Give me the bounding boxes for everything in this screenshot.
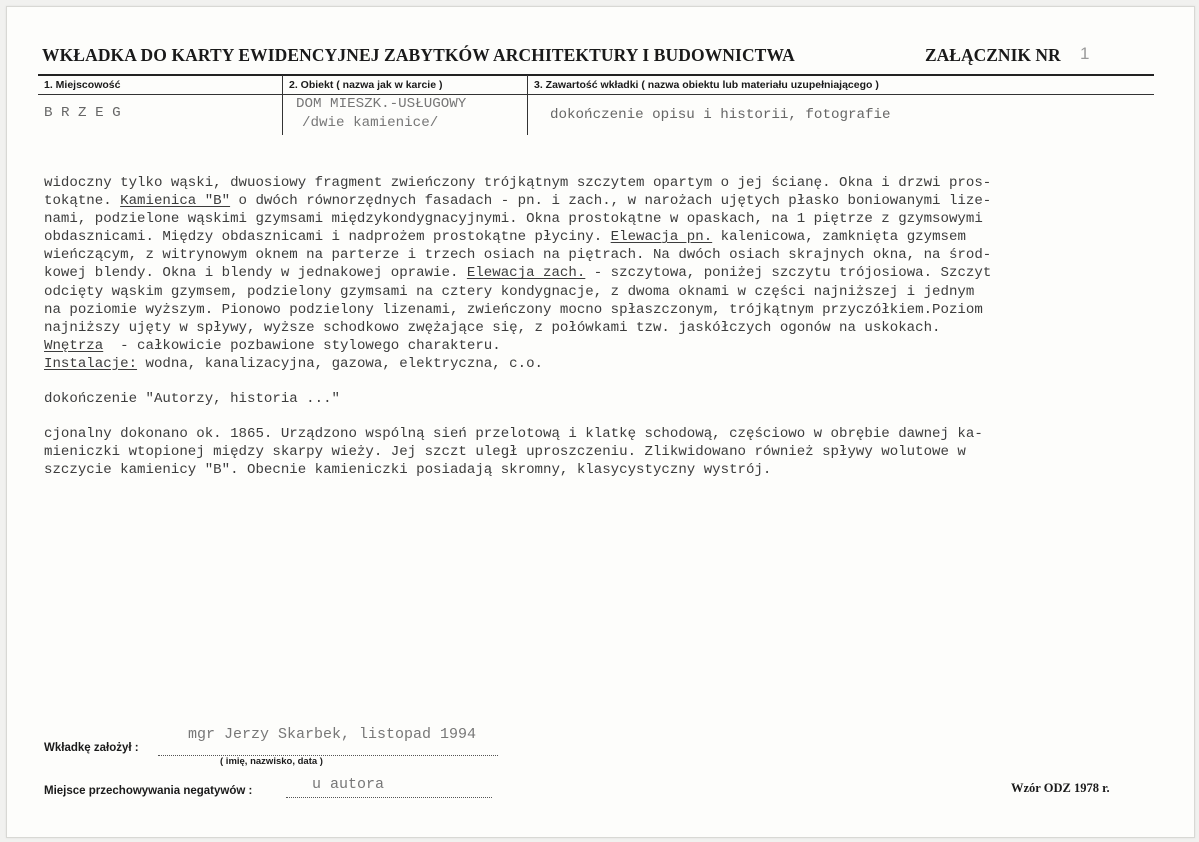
column-divider [282, 75, 283, 135]
filled-by-value: mgr Jerzy Skarbek, listopad 1994 [188, 726, 477, 743]
text-line: odcięty wąskim gzymsem, podzielony gzymsami na cztery kondygnacje, z dwoma oknami w części najniższej i jednym [44, 283, 975, 300]
filled-by-label: Wkładkę założył : [44, 742, 139, 754]
text-line: wieńczącym, z witrynowym oknem na parterze i trzech osiach na piętrach. Na dwóch osiach skrajnych okna, na środ- [44, 247, 992, 264]
header-rule [38, 74, 1154, 76]
card-title: WKŁADKA DO KARTY EWIDENCYJNEJ ZABYTKÓW ARCHITEKTURY I BUDOWNICTWA [42, 45, 795, 65]
place-label: 1. Miejscowość [44, 79, 121, 91]
negatives-value: u autora [312, 776, 385, 793]
text-line: kowej blendy. Okna i blendy w jednakowej oprawie. Elewacja zach. - szczytowa, poniżej szczytu trójosiowa. Szczyt [44, 265, 992, 282]
label-rule [38, 94, 1154, 95]
filled-by-line [158, 755, 498, 756]
text-line: Instalacje: wodna, kanalizacyjna, gazowa, elektryczna, c.o. [44, 355, 544, 372]
text-line: szczycie kamienicy "B". Obecnie kamieniczki posiadają skromny, klasycystyczny wystrój. [44, 462, 772, 479]
underlined-heading: Elewacja zach. [466, 265, 586, 282]
content-label: 3. Zawartość wkładki ( nazwa obiektu lub materiału uzupełniającego ) [534, 79, 879, 91]
text-line: mieniczki wtopionej między skarpy wieży. Jej szczt uległ uproszczeniu. Zlikwidowano również spływy wolutowe w [44, 444, 966, 461]
place-value: B R Z E G [44, 105, 121, 121]
template-note: Wzór ODZ 1978 r. [1011, 781, 1110, 795]
annex-number: 1 [1080, 44, 1090, 63]
underlined-heading: Elewacja pn. [610, 229, 713, 246]
negatives-label: Miejsce przechowywania negatywów : [44, 785, 253, 797]
object-label: 2. Obiekt ( nazwa jak w karcie ) [289, 79, 443, 91]
paragraph-gap [44, 373, 1184, 390]
text-line: najniższy ujęty w spływy, wyższe schodkowo zwężające się, z połówkami tzw. jaskółczych ogonów na uskokach. [44, 319, 941, 336]
underlined-heading: Kamienica "B" [120, 193, 231, 210]
object-value-line2: /dwie kamienice/ [302, 115, 439, 131]
filled-by-hint: ( imię, nazwisko, data ) [220, 756, 323, 767]
underlined-heading: Wnętrza [44, 337, 104, 354]
underlined-heading: Instalacje: [44, 355, 138, 372]
paragraph-gap [44, 408, 1184, 425]
negatives-line [286, 797, 492, 798]
text-line: widoczny tylko wąski, dwuosiowy fragment zwieńczony trójkątnym szczytem opartym o jej ścianę. Okna i drzwi pros- [44, 175, 992, 191]
text-line: cjonalny dokonano ok. 1865. Urządzono wspólną sień przelotową i klatkę schodową, częściowo w obrębie dawnej ka- [44, 426, 983, 443]
text-line: nami, podzielone wąskimi gzymsami międzykondygnacyjnymi. Okna prostokątne w opaskach, na 1 piętrze z gzymsowymi [44, 211, 983, 228]
annex-label: ZAŁĄCZNIK NR [925, 45, 1061, 65]
column-divider [527, 75, 528, 135]
text-line: obdasznicami. Między obdasznicami i nadprożem prostokątne płyciny. Elewacja pn. kalenicowa, zamknięta gzymsem [44, 229, 966, 246]
text-line: tokątne. Kamienica "B" o dwóch równorzędnych fasadach - pn. i zach., w narożach ujętych płasko boniowanymi lize- [44, 193, 992, 210]
content-value: dokończenie opisu i historii, fotografie [550, 107, 891, 123]
text-line: dokończenie "Autorzy, historia ..." [44, 391, 341, 408]
text-line: na poziomie wyższym. Pionowo podzielony lizenami, zwieńczony mocno spłaszczonym, trójkątnym przyczółkiem.Poziom [44, 301, 983, 318]
object-value-line1: DOM MIESZK.-USŁUGOWY [296, 96, 467, 112]
description-text [44, 174, 1184, 479]
text-line: Wnętrza - całkowicie pozbawione stylowego charakteru. [44, 337, 501, 354]
